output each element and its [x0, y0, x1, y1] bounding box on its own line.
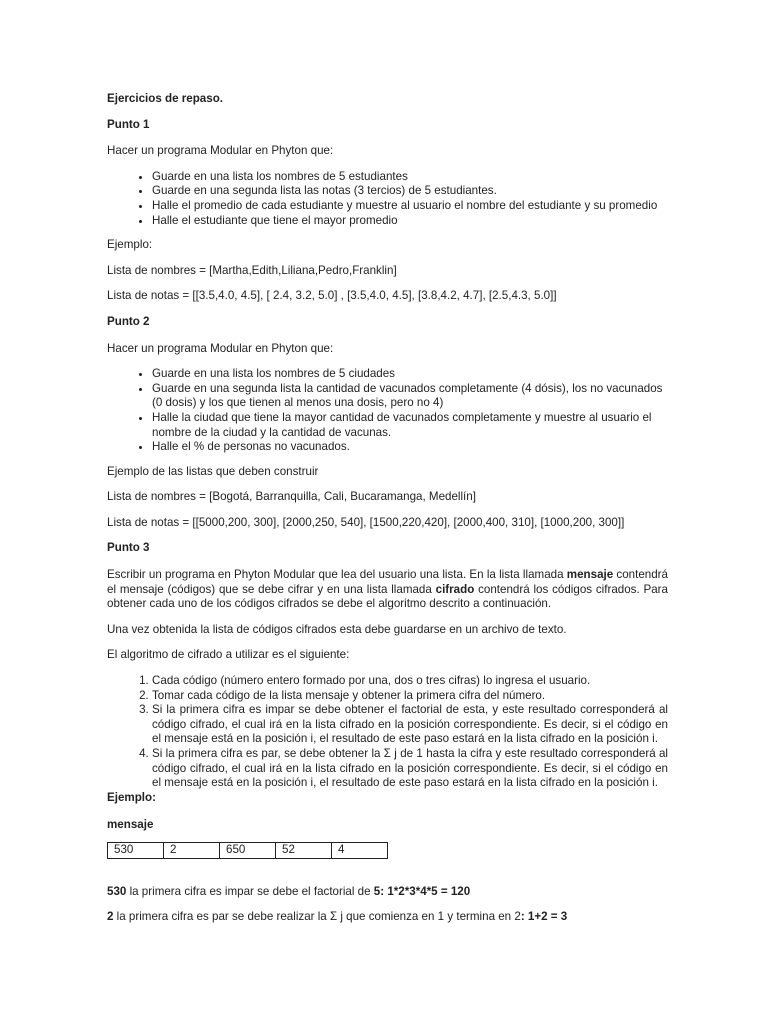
punto-2-heading: Punto 2 [107, 314, 150, 328]
document-title: Ejercicios de repaso. [107, 92, 223, 105]
example-line-2 [107, 910, 668, 925]
paragraph-text: contendrá los códigos cifrados. Para obtener cada uno de los códigos cifrados se debe el algoritmo descrito a continuación. [107, 582, 668, 611]
example-line-1 [107, 885, 668, 900]
punto-1-list [107, 170, 668, 228]
example-code: 2 [107, 910, 114, 924]
list-item: • Guarde en una lista los nombres de 5 ciudades [152, 367, 668, 382]
algorithm-step: 2. Tomar cada código de la lista mensaje y obtener la primera cifra del número. [152, 689, 668, 704]
list-item: • Halle el estudiante que tiene el mayor promedio [152, 214, 668, 229]
example-text: la primera cifra es impar se debe el factorial de [126, 884, 374, 898]
mensaje-table [107, 842, 388, 859]
example-result: : 1+2 = 3 [520, 910, 568, 924]
mensaje-cell: 4 [332, 842, 388, 858]
mensaje-label: mensaje [107, 818, 154, 832]
list-item: • Guarde en una segunda lista la cantidad de vacunados completamente (4 dósis), los no vacunados (0 dosis) y los que tienen al menos una dosis, pero no 4) [152, 382, 668, 411]
punto-1-intro: Hacer un programa Modular en Phyton que: [107, 144, 334, 158]
punto-2-lista-notas: Lista de notas = [[5000,200, 300], [2000,250, 540], [1500,220,420], [2000,400, 310], [1000,200, 300]] [107, 515, 625, 529]
punto-3-paragraph-3: El algoritmo de cifrado a utilizar es el siguiente: [107, 648, 350, 662]
algorithm-step: 1. Cada código (número entero formado por una, dos o tres cifras) lo ingresa el usuario. [152, 674, 668, 689]
mensaje-cell: 650 [220, 842, 276, 858]
list-item: • Halle el % de personas no vacunados. [152, 440, 668, 455]
mensaje-term: mensaje [566, 568, 614, 582]
mensaje-cell: 530 [108, 842, 164, 858]
example-result: 5: 1*2*3*4*5 = 120 [373, 884, 471, 898]
list-item: • Halle el promedio de cada estudiante y muestre al usuario el nombre del estudiante y su promedio [152, 199, 668, 214]
punto-3-paragraph-2: Una vez obtenida la lista de códigos cifrados esta debe guardarse en un archivo de texto. [107, 622, 567, 636]
algorithm-step: 4. Si la primera cifra es par, se debe obtener la Σ j de 1 hasta la cifra y este resultado corresponderá al código cifrado, el cual irá en la lista cifrado en la posición correspondiente. Es decir, si el código en el mensaje está en la posición i, el resultado de este paso estará en la lista cifrado en la posición i. [152, 747, 668, 791]
punto-1-lista-nombres: Lista de nombres = [Martha,Edith,Liliana,Pedro,Franklin] [107, 263, 397, 277]
paragraph-text: contendrá el mensaje (códigos) que se debe cifrar y en una lista llamada [107, 568, 668, 596]
punto-1-heading: Punto 1 [107, 117, 150, 131]
list-item: • Guarde en una segunda lista las notas (3 tercios) de 5 estudiantes. [152, 184, 668, 199]
punto-1-ejemplo-label: Ejemplo: [107, 238, 153, 252]
punto-3-paragraph-1 [107, 568, 668, 612]
punto-3-ejemplo-label: Ejemplo: [107, 790, 156, 804]
mensaje-cell: 2 [164, 842, 220, 858]
punto-2-list [107, 367, 668, 455]
punto-2-lista-nombres: Lista de nombres = [Bogotá, Barranquilla, Cali, Bucaramanga, Medellín] [107, 490, 476, 504]
algorithm-step: 3. Si la primera cifra es impar se debe obtener el factorial de esta, y este resultado corresponderá al código cifrado, el cual irá en la lista cifrado en la posición correspondiente. Es decir, si el código en el mensaje está en la posición i, el resultado de este paso estará en la lista cifrado en la posición i. [152, 703, 668, 747]
list-item: • Guarde en una lista los nombres de 5 estudiantes [152, 170, 668, 185]
example-code: 530 [107, 884, 127, 898]
example-text: la primera cifra es par se debe realizar la Σ j que comienza en 1 y termina en 2 [113, 910, 521, 924]
paragraph-text: Escribir un programa en Phyton Modular que lea del usuario una lista. En la lista llamada [107, 568, 567, 582]
punto-3-heading: Punto 3 [107, 541, 150, 555]
punto-2-intro: Hacer un programa Modular en Phyton que: [107, 341, 334, 355]
algorithm-steps [107, 674, 668, 791]
cifrado-term: cifrado [435, 582, 475, 596]
list-item: • Halle la ciudad que tiene la mayor cantidad de vacunados completamente y muestre al usuario el nombre de la ciudad y la cantidad de vacunas. [152, 411, 668, 440]
punto-2-ejemplo-label: Ejemplo de las listas que deben construir [107, 464, 319, 478]
table-row [108, 842, 388, 858]
mensaje-cell: 52 [276, 842, 332, 858]
punto-1-lista-notas: Lista de notas = [[3.5,4.0, 4.5], [ 2.4, 3.2, 5.0] , [3.5,4.0, 4.5], [3.8,4.2, 4.7], [2.5,4.3, 5.0]] [107, 289, 557, 303]
